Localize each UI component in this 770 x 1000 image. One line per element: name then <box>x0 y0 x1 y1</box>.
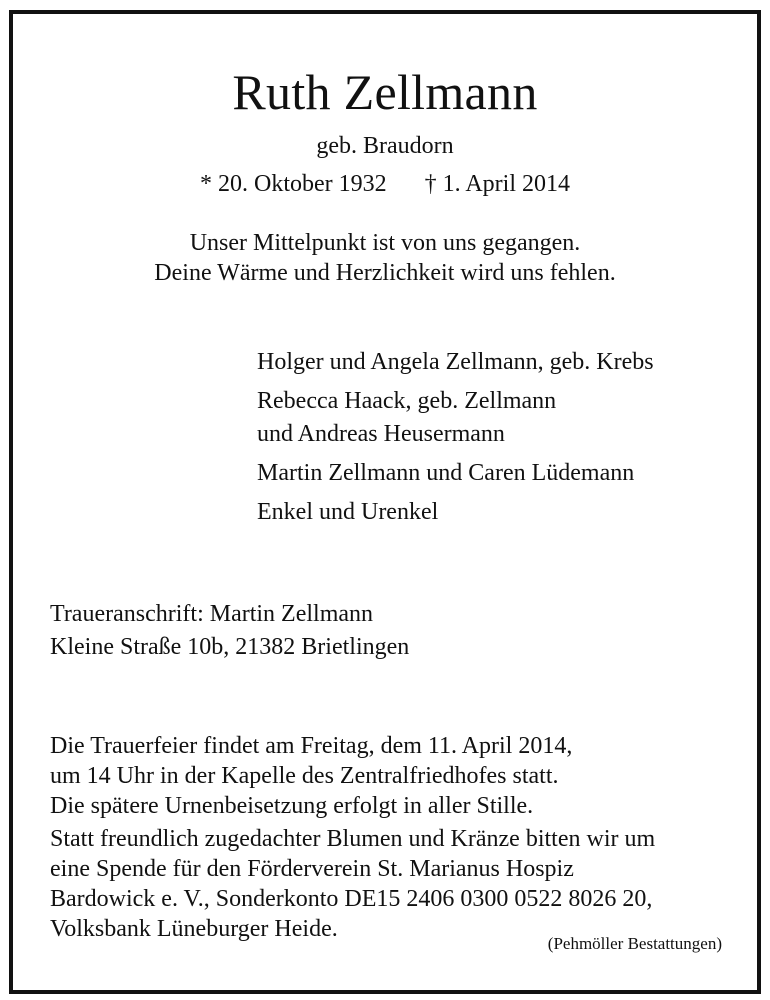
deceased-name: Ruth Zellmann <box>232 64 538 120</box>
mourner-entry <box>257 346 654 379</box>
life-dates <box>0 167 770 201</box>
mourning-address <box>50 598 409 664</box>
mourner-entry <box>257 496 654 529</box>
birth-date: * 20. Oktober 1932 <box>200 171 387 197</box>
mourner-line: und Andreas Heusermann <box>257 421 505 447</box>
quote-line: Deine Wärme und Herzlichkeit wird uns fehlen. <box>154 260 616 286</box>
donation-line: Bardowick e. V., Sonderkonto DE15 2406 0300 0522 8026 20, <box>50 886 653 912</box>
maiden-name: geb. Braudorn <box>316 133 454 159</box>
mourner-line: Enkel und Urenkel <box>257 499 439 525</box>
mourner-line: Rebecca Haack, geb. Zellmann <box>257 388 557 414</box>
funeral-line: um 14 Uhr in der Kapelle des Zentralfriedhofes statt. <box>50 763 559 789</box>
mourner-line: Holger und Angela Zellmann, geb. Krebs <box>257 349 654 375</box>
mourner-entry <box>257 457 654 490</box>
funeral-line: Die Trauerfeier findet am Freitag, dem 11. April 2014, <box>50 733 573 759</box>
death-date: † 1. April 2014 <box>424 171 570 197</box>
donation-line: Volksbank Lüneburger Heide. <box>50 916 338 942</box>
mourner-entry <box>257 385 654 451</box>
address-line: Traueranschrift: Martin Zellmann <box>50 601 374 627</box>
mourners-list <box>257 346 654 535</box>
undertaker-credit: (Pehmöller Bestattungen) <box>547 934 722 953</box>
funeral-line: Die spätere Urnenbeisetzung erfolgt in aller Stille. <box>50 793 534 819</box>
funeral-info <box>50 731 572 821</box>
donation-info <box>50 824 655 944</box>
donation-line: Statt freundlich zugedachter Blumen und Kränze bitten wir um <box>50 826 656 852</box>
mourner-line: Martin Zellmann und Caren Lüdemann <box>257 460 635 486</box>
quote-line: Unser Mittelpunkt ist von uns gegangen. <box>189 230 581 256</box>
address-line: Kleine Straße 10b, 21382 Brietlingen <box>50 634 410 660</box>
donation-line: eine Spende für den Förderverein St. Marianus Hospiz <box>50 856 574 882</box>
memorial-quote <box>0 228 770 288</box>
